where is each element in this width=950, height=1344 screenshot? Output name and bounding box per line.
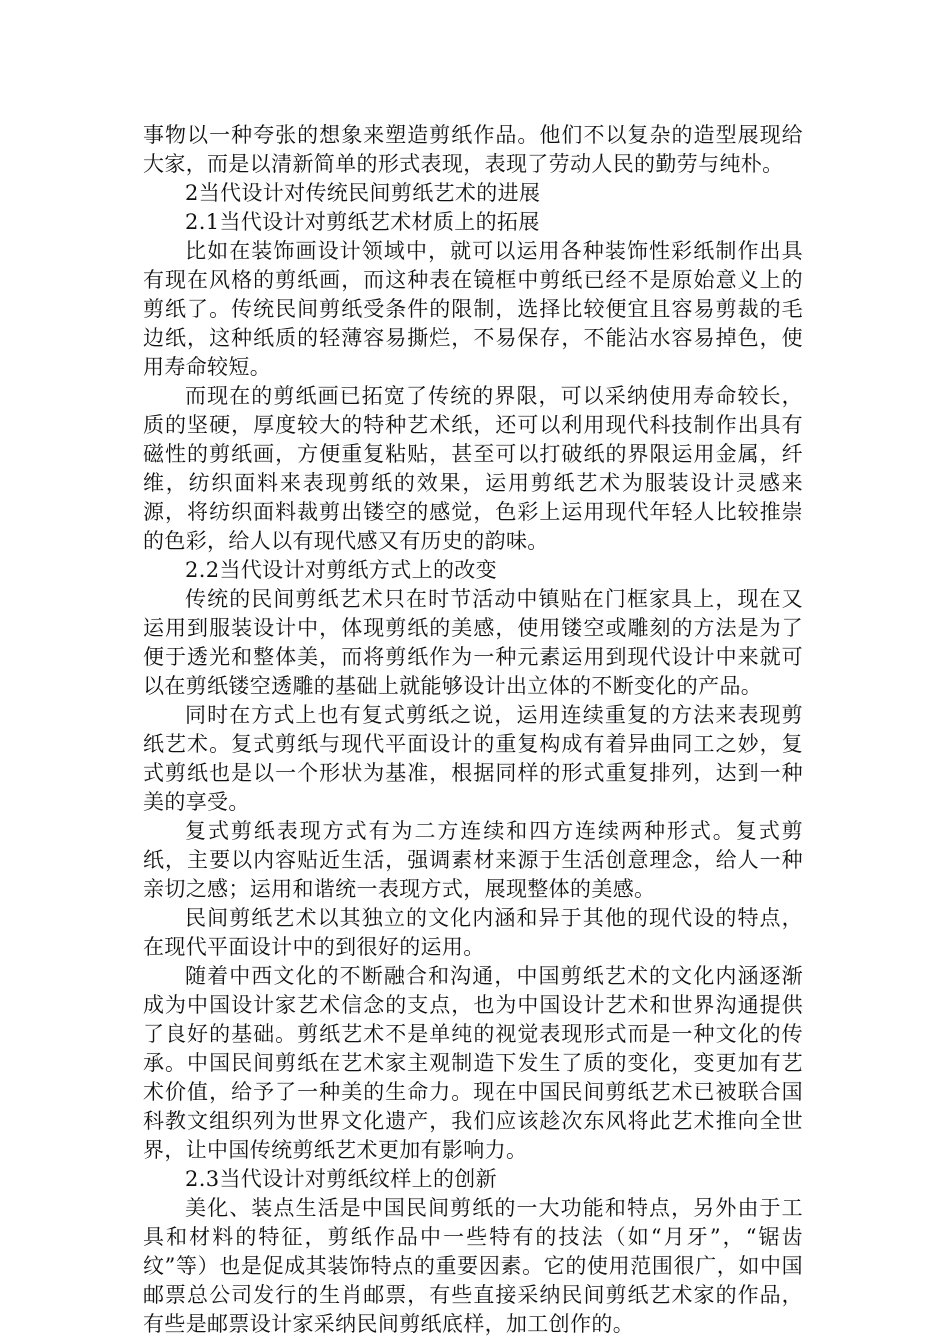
subsection-heading-2-2: 2.2当代设计对剪纸方式上的改变 xyxy=(185,558,497,582)
subsection-heading-2-3: 2.3当代设计对剪纸纹样上的创新 xyxy=(185,1167,497,1191)
subsection-heading-2-1: 2.1当代设计对剪纸艺术材质上的拓展 xyxy=(185,210,540,234)
paragraph: 比如在装饰画设计领域中，就可以运用各种装饰性彩纸制作出具有现在风格的剪纸画，而这种表在镜框中剪纸已经不是原始意义上的剪纸了。传统民间剪纸受条件的限制，选择比较便宜且容易剪裁的毛边纸，这种纸质的轻薄容易撕烂，不易保存，不能沾水容易掉色，使用寿命较短。 xyxy=(143,239,803,379)
paragraph: 随着中西文化的不断融合和沟通，中国剪纸艺术的文化内涵逐渐成为中国设计家艺术信念的支点，也为中国设计艺术和世界沟通提供了良好的基础。剪纸艺术不是单纯的视觉表现形式而是一种文化的传承。中国民间剪纸在艺术家主观制造下发生了质的变化，变更加有艺术价值，给予了一种美的生命力。现在中国民间剪纸艺术已被联合国科教文组织列为世界文化遗产，我们应该趁次东风将此艺术推向全世界，让中国传统剪纸艺术更加有影响力。 xyxy=(143,964,803,1162)
paragraph: 美化、装点生活是中国民间剪纸的一大功能和特点，另外由于工具和材料的特征，剪纸作品中一些特有的技法（如“月牙”，“锯齿纹”等）也是促成其装饰特点的重要因素。它的使用范围很广，如中国邮票总公司发行的生肖邮票，有些直接采纳民间剪纸艺术家的作品，有些是邮票设计家采纳民间剪纸底样，加工创作的。 xyxy=(143,1196,803,1336)
section-heading-2: 2当代设计对传统民间剪纸艺术的进展 xyxy=(185,181,541,205)
document-body xyxy=(143,121,803,1339)
paragraph: 民间剪纸艺术以其独立的文化内涵和异于其他的现代设的特点，在现代平面设计中的到很好的运用。 xyxy=(143,906,803,959)
paragraph: 而现在的剪纸画已拓宽了传统的界限，可以采纳使用寿命较长，质的坚硬，厚度较大的特种艺术纸，还可以利用现代科技制作出具有磁性的剪纸画，方便重复粘贴，甚至可以打破纸的界限运用金属，纤维，纺织面料来表现剪纸的效果，运用剪纸艺术为服装设计灵感来源，将纺织面料裁剪出镂空的感觉，色彩上运用现代年轻人比较推崇的色彩，给人以有现代感又有历史的韵味。 xyxy=(143,384,803,553)
paragraph: 同时在方式上也有复式剪纸之说，运用连续重复的方法来表现剪纸艺术。复式剪纸与现代平面设计的重复构成有着异曲同工之妙，复式剪纸也是以一个形状为基准，根据同样的形式重复排列，达到一种美的享受。 xyxy=(143,703,803,814)
paragraph-continuation: 事物以一种夸张的想象来塑造剪纸作品。他们不以复杂的造型展现给大家，而是以清新简单的形式表现，表现了劳动人民的勤劳与纯朴。 xyxy=(143,123,803,176)
paragraph: 传统的民间剪纸艺术只在时节活动中镇贴在门框家具上，现在又运用到服装设计中，体现剪纸的美感，使用镂空或雕刻的方法是为了便于透光和整体美，而将剪纸作为一种元素运用到现代设计中来就可以在剪纸镂空透雕的基础上就能够设计出立体的不断变化的产品。 xyxy=(143,587,803,698)
paragraph: 复式剪纸表现方式有为二方连续和四方连续两种形式。复式剪纸，主要以内容贴近生活，强调素材来源于生活创意理念，给人一种亲切之感；运用和谐统一表现方式，展现整体的美感。 xyxy=(143,819,803,901)
